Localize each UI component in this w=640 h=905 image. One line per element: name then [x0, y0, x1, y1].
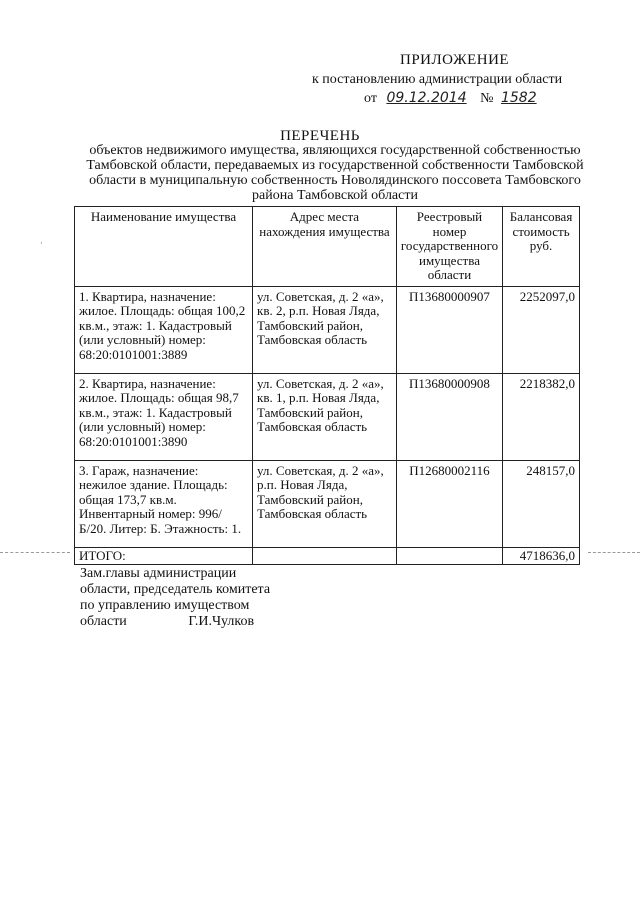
table-row [75, 373, 580, 460]
total-empty-registry [396, 547, 502, 565]
cell-registry: П12680002116 [396, 460, 502, 547]
cell-value: 2252097,0 [503, 286, 580, 373]
scan-artifact-line [588, 552, 640, 553]
header-address: Адрес места нахождения имущества [253, 207, 397, 287]
appendix-subtitle: к постановлению администрации области [312, 72, 563, 87]
cell-address: ул. Советская, д. 2 «а», кв. 1, р.п. Новая Ляда, Тамбовский район, Тамбовская область [253, 373, 397, 460]
scan-artifact-mark: , [40, 236, 43, 246]
cell-address: ул. Советская, д. 2 «а», р.п. Новая Ляда, Тамбовский район, Тамбовская область [253, 460, 397, 547]
table-row [75, 286, 580, 373]
cell-address: ул. Советская, д. 2 «а», кв. 2, р.п. Новая Ляда, Тамбовский район, Тамбовская область [253, 286, 397, 373]
cell-name: 1. Квартира, назначение: жилое. Площадь: общая 100,2 кв.м., этаж: 1. Кадастровый (или условный) номер: 68:20:0101001:3889 [75, 286, 253, 373]
cell-name: 2. Квартира, назначение: жилое. Площадь: общая 98,7 кв.м., этаж: 1. Кадастровый (или условный) номер: 68:20:0101001:3890 [75, 373, 253, 460]
total-empty-address [253, 547, 397, 565]
header-value: Балансовая стоимость руб. [503, 207, 580, 287]
header-name: Наименование имущества [75, 207, 253, 287]
scan-artifact-line [0, 552, 70, 553]
document-description: объектов недвижимого имущества, являющихся государственной собственностью Тамбовской области, передаваемых из государственной собственности Тамбовской области в муниципальную собственность Новолядинского поссовета Тамбовского района Тамбовской области [86, 143, 584, 203]
signature-line-2: области, председатель комитета [80, 582, 271, 597]
date-prefix: от [364, 91, 377, 106]
total-value: 4718636,0 [503, 547, 580, 565]
cell-registry: П13680000908 [396, 373, 502, 460]
table-row [75, 460, 580, 547]
signature-block [80, 566, 270, 630]
cell-value: 2218382,0 [503, 373, 580, 460]
table-header-row [75, 207, 580, 287]
number-prefix: № [480, 91, 494, 106]
appendix-title: ПРИЛОЖЕНИЕ [400, 52, 510, 68]
cell-value: 248157,0 [503, 460, 580, 547]
signatory-name: Г.И.Чулков [188, 614, 255, 629]
document-title: ПЕРЕЧЕНЬ [280, 128, 360, 144]
resolution-date-line [364, 90, 537, 107]
signature-line-4-prefix: области [80, 614, 127, 629]
signature-line-3: по управлению имуществом [80, 598, 250, 613]
handwritten-number: 1582 [500, 90, 537, 106]
signature-line-1: Зам.главы администрации [80, 566, 237, 581]
table-total-row [75, 547, 580, 565]
cell-name: 3. Гараж, назначение: нежилое здание. Площадь: общая 173,7 кв.м. Инвентарный номер: 996/Б/20. Литер: Б. Этажность: 1. [75, 460, 253, 547]
header-registry: Реестровый номер государственного имущества области [396, 207, 502, 287]
cell-registry: П13680000907 [396, 286, 502, 373]
property-table [74, 206, 580, 565]
handwritten-date: 09.12.2014 [386, 90, 467, 106]
total-label: ИТОГО: [75, 547, 253, 565]
signature-line-4 [80, 614, 270, 630]
